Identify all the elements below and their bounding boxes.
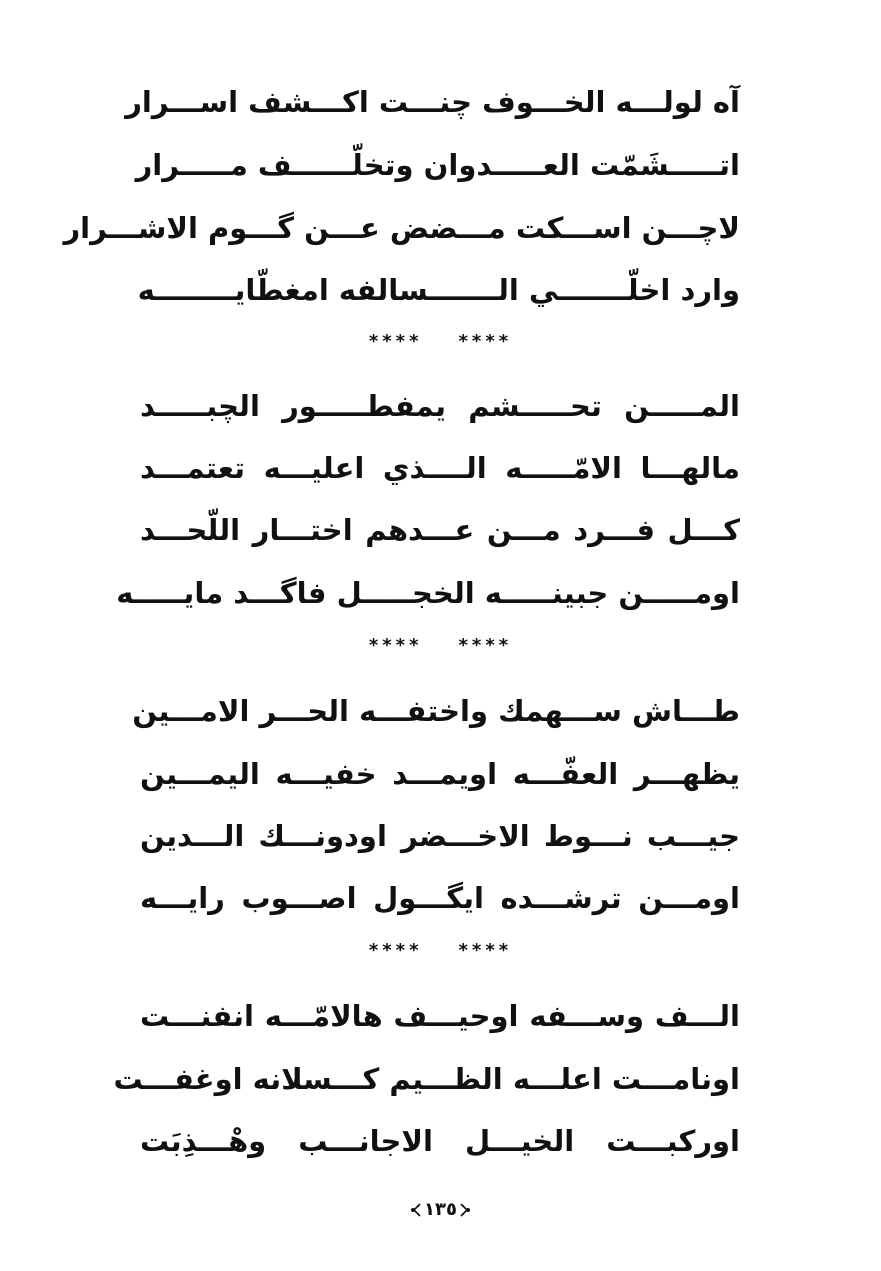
page-number	[0, 1198, 881, 1222]
stanza-separator	[0, 939, 881, 963]
verse-line: الـــف وســـفه اوحيـــف هالامّـــه انفنـــت	[140, 999, 740, 1033]
ornament-left-icon	[409, 1202, 421, 1218]
separator-stars-right: ****	[458, 635, 513, 656]
stanza-separator	[0, 634, 881, 658]
verse-line: وارد اخلّـــــــي الـــــــسالفه امغطّايــــــــه	[137, 273, 740, 307]
separator-stars-left: ****	[368, 940, 423, 961]
verse-line: اونامـــت اعلـــه الظـــيم كـــسلانه اوغفـــت	[113, 1062, 740, 1096]
verse-line: كـــل فـــرد مـــن عـــدهم اختـــار اللّحـــد	[140, 513, 740, 547]
verse-line: لاچـــن اســـكت مـــضض عـــن گـــوم الاشـــرار	[63, 211, 740, 245]
verse-line: طـــاش ســـهمك واختفـــه الحـــر الامـــين	[132, 694, 740, 728]
verse-line: يظهـــر العفّـــه اويمـــد خفيـــه اليمـــين	[140, 757, 740, 791]
stanza-separator	[0, 330, 881, 354]
separator-stars-left: ****	[368, 635, 423, 656]
verse-line: مالهـــا الامّـــــه الــــذي اعليـــه تعتمـــد	[140, 451, 740, 485]
verse-line: جيـــب نـــوط الاخـــضر اودونـــك الـــدين	[140, 819, 740, 853]
verse-line: اومـــــن جبينـــــه الخجـــــل فاگـــد مايـــــه	[116, 576, 740, 610]
separator-stars-left: ****	[368, 331, 423, 352]
page-number-text: ١٣٥	[424, 1199, 457, 1220]
verse-line: اتـــــشَمّت العـــــدوان وتخلّــــــف مـــــرار	[135, 148, 740, 182]
verse-line: اوركبـــت الخيـــل الاجانـــب وهْـــذِبَت	[140, 1124, 740, 1158]
verse-line: آه لولـــه الخـــوف چنـــت اكـــشف اســـرار	[125, 85, 740, 119]
verse-line: اومـــن ترشـــده ايگـــول اصـــوب رايـــه	[140, 881, 740, 915]
ornament-right-icon	[460, 1202, 472, 1218]
separator-stars-right: ****	[458, 331, 513, 352]
verse-line: المـــــن تحـــــشم يمفطـــــور الچبـــــد	[140, 389, 740, 423]
separator-stars-right: ****	[458, 940, 513, 961]
